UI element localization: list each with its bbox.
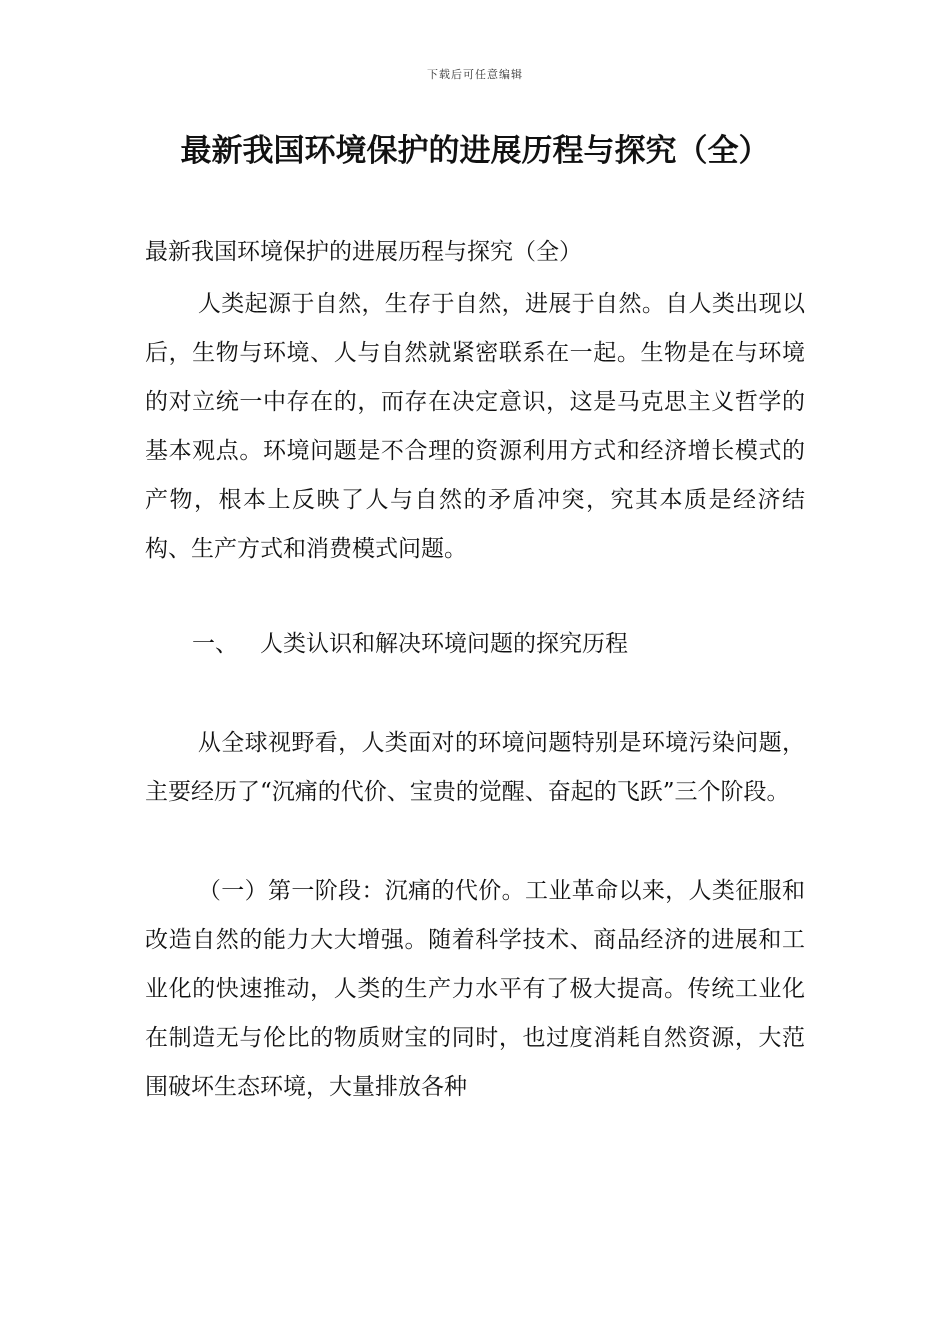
document-body [145, 228, 805, 1112]
header-note: 下载后可任意编辑 [427, 68, 523, 81]
section-heading-1 [145, 620, 805, 669]
paragraph-global-view: 从全球视野看，人类面对的环境问题特别是环境污染问题，主要经历了“沉痛的代价、宝贵的觉醒、奋起的飞跃”三个阶段。 [145, 730, 805, 805]
paragraph-first-stage: （一）第一阶段：沉痛的代价。工业革命以来，人类征服和改造自然的能力大大增强。随着科学技术、商品经济的进展和工业化的快速推动，人类的生产力水平有了极大提高。传统工业化在制造无与伦比的物质财宝的同时，也过度消耗自然资源，大范围破坏生态环境，大量排放各种 [145, 878, 805, 1100]
section-number: 一、 [192, 631, 238, 657]
section-heading-text: 人类认识和解决环境问题的探究历程 [260, 631, 628, 657]
paragraph-intro: 人类起源于自然，生存于自然，进展于自然。自人类出现以后，生物与环境、人与自然就紧密联系在一起。生物是在与环境的对立统一中存在的，而存在决定意识，这是马克思主义哲学的基本观点。环境问题是不合理的资源利用方式和经济增长模式的产物，根本上反映了人与自然的矛盾冲突，究其本质是经济结构、生产方式和消费模式问题。 [145, 291, 805, 562]
document-subtitle: 最新我国环境保护的进展历程与探究（全） [145, 239, 582, 265]
document-title: 最新我国环境保护的进展历程与探究（全） [180, 133, 770, 169]
